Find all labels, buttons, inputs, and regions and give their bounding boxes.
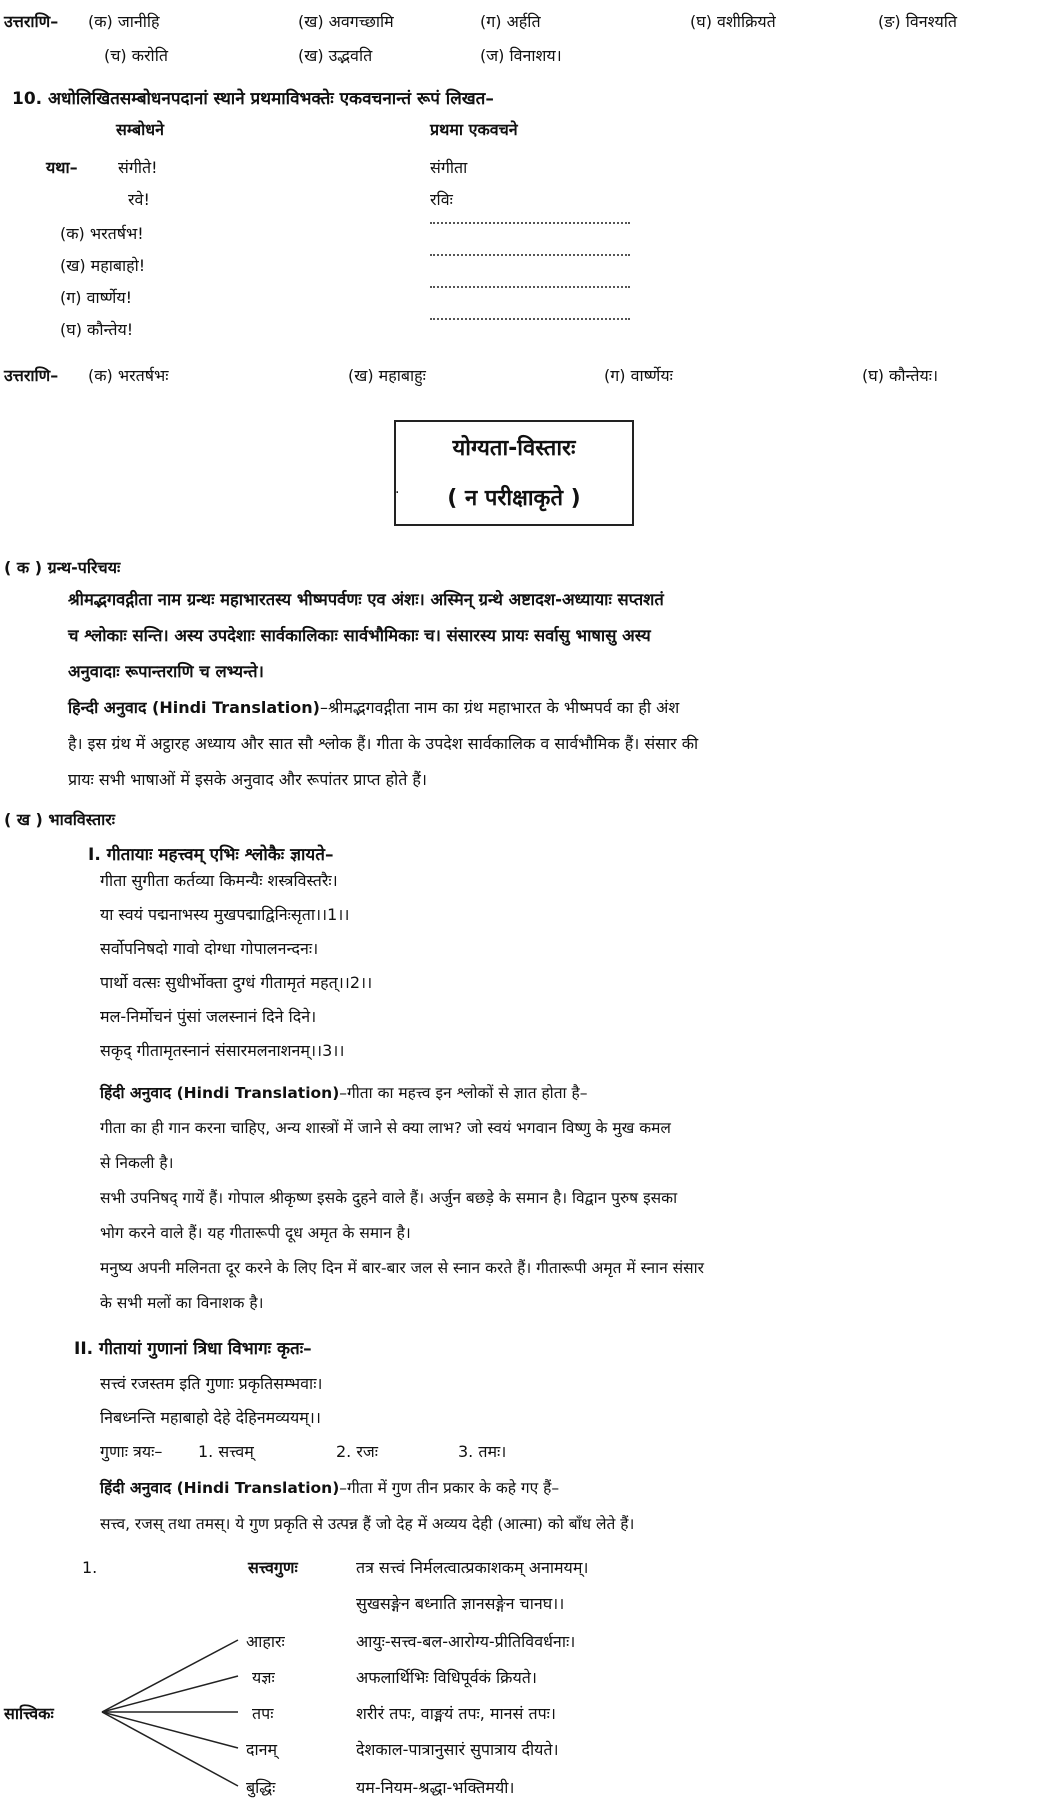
hindi-line: –श्रीमद्भगवद्गीता नाम का ग्रंथ महाभारत के भीष्मपर्व का ही अंश <box>319 698 680 717</box>
answer-ka: (क) जानीहि <box>88 12 160 31</box>
hindi-line: सभी उपनिषद् गायें हैं। गोपाल श्रीकृष्ण इसके दुहने वाले हैं। अर्जुन बछड़े के समान है। विद्वान पुरुष इसका <box>100 1189 678 1207</box>
verse-line: मल-निर्मोचनं पुंसां जलस्नानं दिने दिने। <box>100 1007 317 1026</box>
sattva-number: 1. <box>82 1558 98 1577</box>
sattva-guna-label: सत्त्वगुणः <box>248 1558 298 1577</box>
answer-ga: (ग) अर्हति <box>480 12 541 31</box>
example-right-2: रविः <box>430 190 453 209</box>
bhavavistar-heading: ( ख ) भावविस्तारः <box>4 810 116 829</box>
branch-line-buddhi <box>102 1712 238 1786</box>
section-1-heading: I. गीतायाः महत्त्वम् एभिः श्लोकैः ज्ञायते– <box>88 845 334 865</box>
branch-line-aahara <box>102 1640 238 1712</box>
granth-parichay-heading: ( क ) ग्रन्थ-परिचयः <box>4 558 121 577</box>
section-subtitle: ( न परीक्षाकृते ) <box>447 486 581 511</box>
hindi-line: है। इस ग्रंथ में अट्ठारह अध्याय और सात सौ श्लोक हैं। गीता के उपदेश सार्वकालिक व सार्वभौमिक हैं। संसार की <box>68 734 699 753</box>
answer-kha: (ख) अवगच्छामि <box>298 12 394 31</box>
section-2-heading: II. गीतायां गुणानां त्रिधा विभागः कृतः– <box>74 1339 312 1359</box>
hindi-translation-label: हिंदी अनुवाद (Hindi Translation) <box>100 1084 340 1102</box>
branch-desc-buddhi: यम-नियम-श्रद्धा-भक्तिमयी। <box>356 1778 515 1797</box>
answer-ja: (ज) विनाशय। <box>480 46 562 65</box>
branch-line-daana <box>102 1712 238 1748</box>
vocative-item-kha: (ख) महाबाहो! <box>60 256 146 275</box>
guna-verse-2: निबध्नन्ति महाबाहो देहे देहिनमव्ययम्।। <box>100 1408 321 1427</box>
vocative-item-ka: (क) भरतर्षभ! <box>60 224 144 243</box>
hindi-line: मनुष्य अपनी मलिनता दूर करने के लिए दिन में बार-बार जल से स्नान करते हैं। गीतारूपी अमृत में स्नान संसार <box>100 1259 704 1277</box>
example-right-1: संगीता <box>430 158 468 177</box>
section-2-hindi-line: सत्त्व, रजस् तथा तमस्। ये गुण प्रकृति से उत्पन्न हैं जो देह में अव्यय देही (आत्मा) को बाँध लेते हैं। <box>100 1515 635 1533</box>
answer-gha: (घ) वशीक्रियते <box>690 12 776 31</box>
vocative-item-gha: (घ) कौन्तेय! <box>60 320 134 339</box>
verse-line: पार्थो वत्सः सुधीर्भोक्ता दुग्धं गीतामृतं महत्।।2।। <box>100 973 373 992</box>
hindi-translation-label: हिन्दी अनुवाद (Hindi Translation) <box>68 698 320 717</box>
hindi-line: भोग करने वाले हैं। यह गीतारूपी दूध अमृत के समान है। <box>100 1224 411 1242</box>
branch-term-yajna: यज्ञः <box>252 1668 275 1687</box>
hindi-translation-label: हिंदी अनुवाद (Hindi Translation) <box>100 1479 340 1497</box>
answer-cha: (च) करोति <box>104 46 168 65</box>
hindi-line: से निकली है। <box>100 1154 174 1172</box>
answer-2-ga: (ग) वार्ष्णेयः <box>604 366 673 385</box>
answers-label: उत्तराणि– <box>4 12 59 31</box>
answer-nga: (ङ) विनश्यति <box>878 12 958 31</box>
verse-line: गीता सुगीता कर्तव्या किमन्यैः शस्त्रविस्तरैः। <box>100 871 338 890</box>
stray-mark: · <box>395 485 400 501</box>
answer-2-ka: (क) भरतर्षभः <box>88 366 169 385</box>
hindi-line: प्रायः सभी भाषाओं में इसके अनुवाद और रूपांतर प्राप्त होते हैं। <box>68 770 427 789</box>
verse-line: सकृद् गीतामृतस्नानं संसारमलनाशनम्।।3।। <box>100 1041 345 1060</box>
branch-desc-aahara: आयुः-सत्त्व-बल-आरोग्य-प्रीतिविवर्धनाः। <box>356 1632 576 1651</box>
branch-desc-daana: देशकाल-पात्रानुसारं सुपात्राय दीयते। <box>356 1740 559 1759</box>
hindi-line: –गीता का महत्त्व इन श्लोकों से ज्ञात होता है– <box>339 1084 588 1102</box>
answers-2-label: उत्तराणि– <box>4 366 59 385</box>
branch-desc-yajna: अफलार्थिभिः विधिपूर्वकं क्रियते। <box>356 1668 537 1687</box>
sanskrit-line: अनुवादाः रूपान्तराणि च लभ्यन्ते। <box>68 662 264 681</box>
answer-2-gha: (घ) कौन्तेयः। <box>862 366 939 385</box>
sanskrit-line: च श्लोकाः सन्ति। अस्य उपदेशाः सार्वकालिकाः सार्वभौमिकाः च। संसारस्य प्रायः सर्वासु भाषासु अस्य <box>68 626 651 645</box>
hindi-line: के सभी मलों का विनाशक है। <box>100 1294 264 1312</box>
sattvik-root-label: सात्त्विकः <box>4 1704 54 1723</box>
question-10-title: 10. अधोलिखितसम्बोधनपदानां स्थाने प्रथमाविभक्तेः एकवचनान्तं रूपं लिखत– <box>12 89 494 109</box>
sattva-verse-line-1: तत्र सत्त्वं निर्मलत्वात्प्रकाशकम् अनामयम्। <box>356 1558 589 1577</box>
guna-verse-1: सत्त्वं रजस्तम इति गुणाः प्रकृतिसम्भवाः। <box>100 1374 323 1393</box>
branch-term-daana: दानम् <box>246 1740 278 1759</box>
sattva-verse-line-2: सुखसङ्गेन बध्नाति ज्ञानसङ्गेन चानघ।। <box>356 1594 565 1613</box>
guna-rajas: 2. रजः <box>336 1442 378 1461</box>
answer-kha-2: (ख) उद्भवति <box>298 46 373 65</box>
verse-line: या स्वयं पद्मनाभस्य मुखपद्माद्विनिःसृता।।1।। <box>100 905 350 924</box>
answer-2-kha: (ख) महाबाहुः <box>348 366 426 385</box>
branch-desc-tapa: शरीरं तपः, वाङ्मयं तपः, मानसं तपः। <box>356 1704 556 1723</box>
guna-sattva: 1. सत्त्वम् <box>198 1442 254 1461</box>
guna-tamas: 3. तमः। <box>458 1442 507 1461</box>
column-header-left: सम्बोधने <box>116 120 165 139</box>
example-label: यथा– <box>46 158 78 177</box>
example-left-2: रवे! <box>128 190 150 209</box>
branch-term-buddhi: बुद्धिः <box>246 1778 276 1797</box>
example-left-1: संगीते! <box>118 158 158 177</box>
branch-term-tapa: तपः <box>252 1704 274 1723</box>
verse-line: सर्वोपनिषदो गावो दोग्धा गोपालनन्दनः। <box>100 939 319 958</box>
hindi-line: गीता का ही गान करना चाहिए, अन्य शास्त्रों में जाने से क्या लाभ? जो स्वयं भगवान विष्णु के मुख कमल <box>100 1119 671 1137</box>
sanskrit-line: श्रीमद्भगवद्गीता नाम ग्रन्थः महाभारतस्य भीष्मपर्वणः एव अंशः। अस्मिन् ग्रन्थे अष्टादश-अध्यायाः सप्तशतं <box>68 590 664 609</box>
branch-term-aahara: आहारः <box>246 1632 285 1651</box>
section-title: योग्यता-विस्तारः <box>452 436 576 461</box>
column-header-right: प्रथमा एकवचने <box>430 120 518 139</box>
gunas-label: गुणाः त्रयः– <box>100 1442 163 1461</box>
branch-line-yajna <box>102 1676 238 1712</box>
vocative-item-ga: (ग) वार्ष्णेय! <box>60 288 133 307</box>
hindi-line: –गीता में गुण तीन प्रकार के कहे गए हैं– <box>339 1479 560 1497</box>
